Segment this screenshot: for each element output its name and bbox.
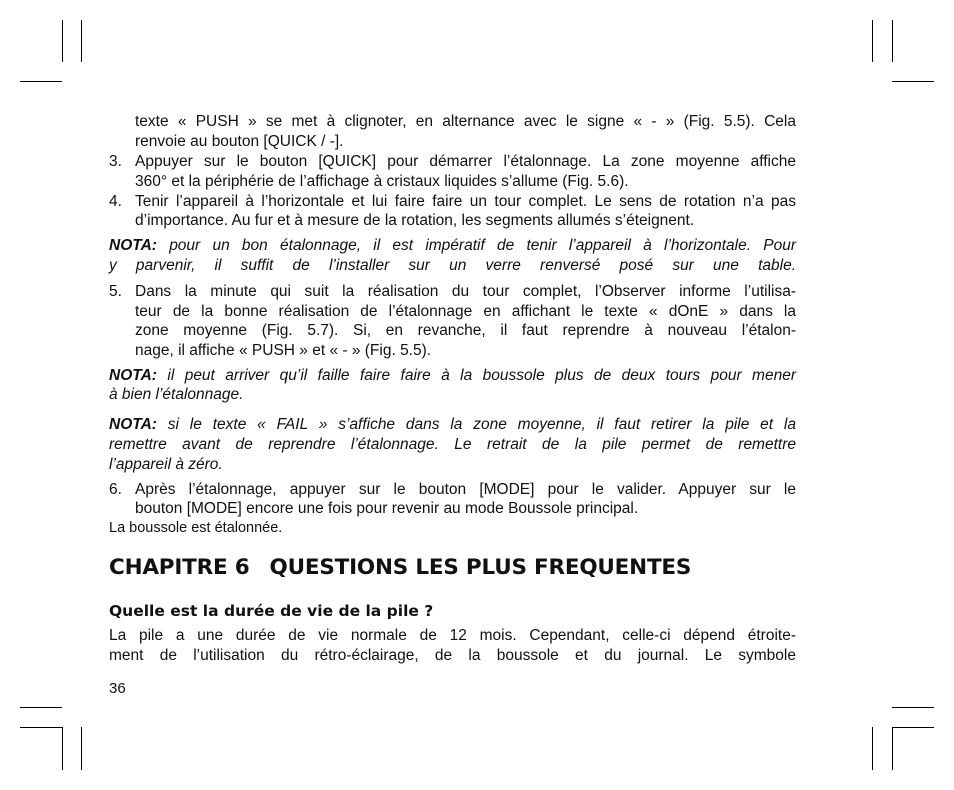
crop-mark xyxy=(892,727,893,770)
conclusion-text: La boussole est étalonnée. xyxy=(109,520,283,536)
nota3-line-3: l’appareil à zéro. xyxy=(109,456,223,473)
step4-line-2: d’importance. Au fur et à mesure de la rotation, les segments allumés s’éteignent. xyxy=(135,212,695,229)
chapter-title: QUESTIONS LES PLUS FREQUENTES xyxy=(269,555,692,580)
nota2-label: NOTA: xyxy=(109,367,157,384)
step3-number: 3. xyxy=(109,153,122,170)
step6-line-1: Après l’étalonnage, appuyer sur le bouton [MODE] pour le valider. Appuyer sur le xyxy=(135,481,796,498)
nota3-line-1 xyxy=(109,415,796,435)
crop-mark xyxy=(62,727,63,770)
step4-number: 4. xyxy=(109,193,122,210)
crop-mark xyxy=(20,727,62,728)
step6-number: 6. xyxy=(109,481,122,498)
step5-line-4: nage, il affiche « PUSH » et « - » (Fig. 5.5). xyxy=(135,342,432,359)
step3-line-2: 360° et la périphérie de l’affichage à cristaux liquides s’allume (Fig. 5.6). xyxy=(135,173,629,190)
step2-line-1: texte « PUSH » se met à clignoter, en alternance avec le signe « - » (Fig. 5.5). Cela xyxy=(135,113,796,130)
nota1-label: NOTA: xyxy=(109,237,157,254)
crop-mark xyxy=(20,81,62,82)
crop-mark xyxy=(892,707,934,708)
section-line-2: ment de l’utilisation du rétro-éclairage, de la boussole et du journal. Le symbole xyxy=(109,647,796,664)
step4-line-1: Tenir l’appareil à l’horizontale et lui faire faire un tour complet. Le sens de rotation n’a pas xyxy=(135,193,796,210)
step3-line-1: Appuyer sur le bouton [QUICK] pour démarrer l’étalonnage. La zone moyenne affiche xyxy=(135,153,796,170)
crop-mark xyxy=(81,20,82,62)
crop-mark xyxy=(892,20,893,62)
nota1-text-1: pour un bon étalonnage, il est impératif de tenir l’appareil à l’horizontale. Pour xyxy=(169,237,796,254)
nota3-label: NOTA: xyxy=(109,416,157,433)
nota1-line-2: y parvenir, il suffit de l’installer sur un verre renversé posé sur une table. xyxy=(109,257,796,274)
step6-line-2: bouton [MODE] encore une fois pour revenir au mode Boussole principal. xyxy=(135,500,639,517)
crop-mark xyxy=(81,727,82,770)
crop-mark xyxy=(20,707,62,708)
section-heading: Quelle est la durée de vie de la pile ? xyxy=(109,602,434,620)
step5-line-2: teur de la bonne réalisation de l’étalonnage en affichant le texte « dOnE » dans la xyxy=(135,303,796,320)
crop-mark xyxy=(872,20,873,62)
nota1-line-1 xyxy=(109,236,796,256)
step5-line-3: zone moyenne (Fig. 5.7). Si, en revanche, il faut reprendre à nouveau l’étalon- xyxy=(135,322,796,339)
crop-mark xyxy=(62,20,63,62)
nota2-text-1: il peut arriver qu’il faille faire faire à la boussole plus de deux tours pour mener xyxy=(167,367,796,384)
nota3-text-1: si le texte « FAIL » s’affiche dans la zone moyenne, il faut retirer la pile et la xyxy=(167,416,796,433)
nota3-line-2: remettre avant de reprendre l’étalonnage. Le retrait de la pile permet de remettre xyxy=(109,436,796,453)
page-number: 36 xyxy=(109,680,126,697)
step5-number: 5. xyxy=(109,283,122,300)
nota2-line-1 xyxy=(109,366,796,386)
section-line-1: La pile a une durée de vie normale de 12 mois. Cependant, celle-ci dépend étroite- xyxy=(109,627,796,644)
chapter-number: CHAPITRE 6 xyxy=(109,555,250,580)
step2-line-2: renvoie au bouton [QUICK / -]. xyxy=(135,133,344,150)
nota2-line-2: à bien l’étalonnage. xyxy=(109,386,244,403)
crop-mark xyxy=(872,727,873,770)
chapter-heading xyxy=(109,555,691,580)
crop-mark xyxy=(892,727,934,728)
step5-line-1: Dans la minute qui suit la réalisation du tour complet, l’Observer informe l’utilisa- xyxy=(135,283,796,300)
crop-mark xyxy=(892,81,934,82)
